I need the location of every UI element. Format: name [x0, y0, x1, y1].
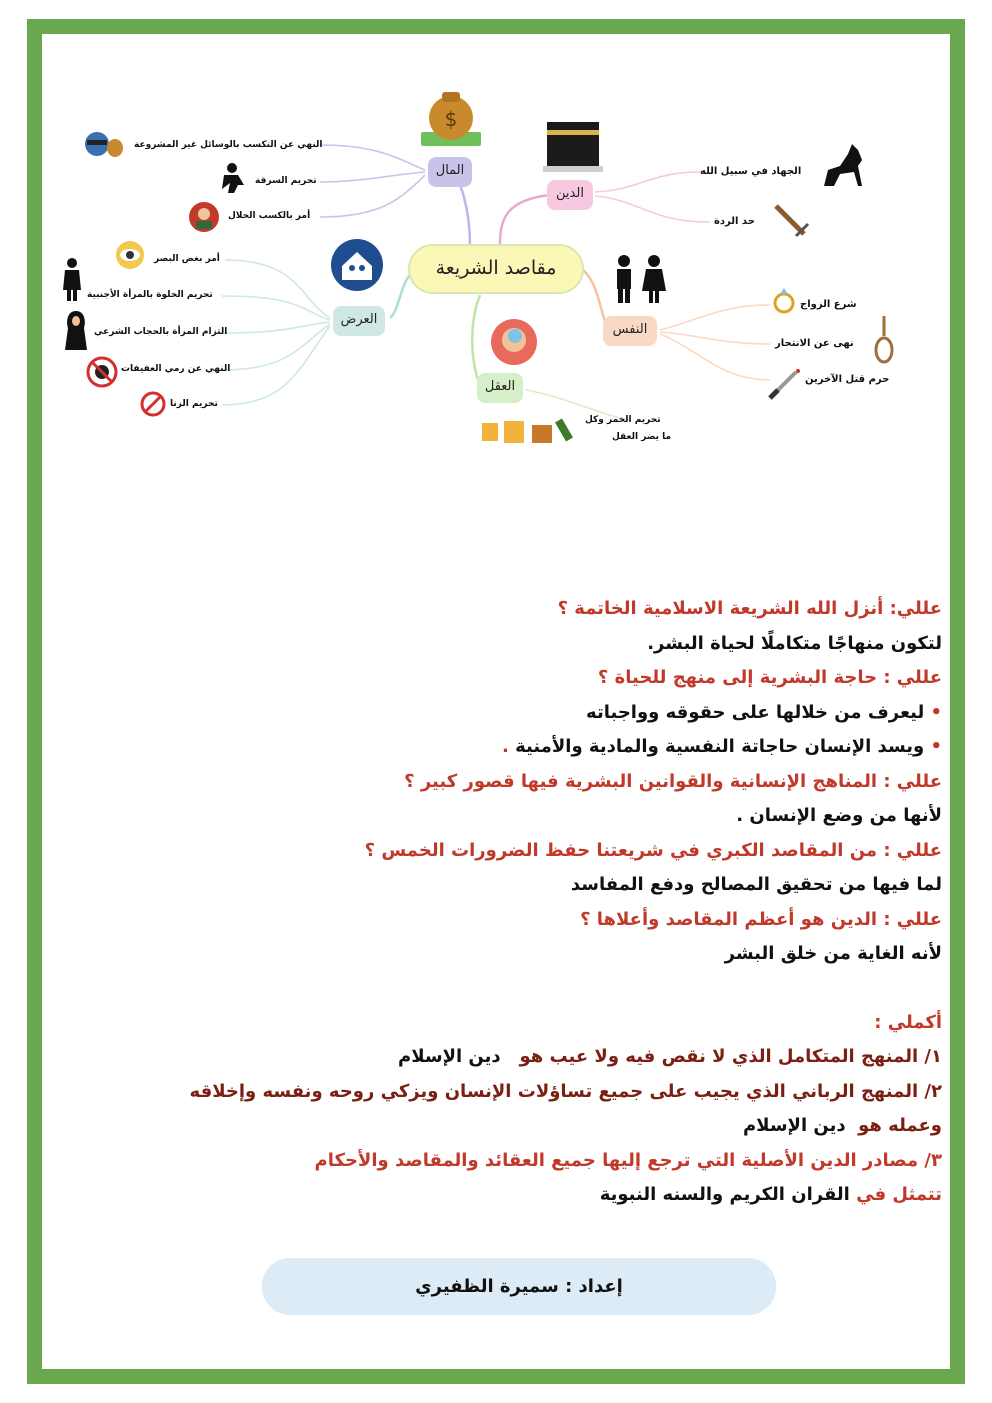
- mind-map: [0, 0, 992, 470]
- ring-icon: [772, 286, 796, 314]
- leaf-nafs-1: شرع الزواج: [800, 299, 857, 310]
- leaf-ird-2: تحريم الخلوة بالمرأة الأجنبية: [87, 290, 213, 300]
- complete-item-1-a: دين الإسلام: [398, 1046, 501, 1067]
- drinks-icon: [480, 415, 585, 445]
- family-home-icon: [330, 238, 384, 292]
- answer-5: لأنه الغاية من خلق البشر: [724, 943, 942, 964]
- author-footer: إعداد : سميرة الظفيري: [262, 1258, 776, 1315]
- worker-icon: [188, 201, 220, 233]
- money-bag-icon: [415, 88, 487, 150]
- answer-2-end: .: [502, 736, 509, 757]
- eye-icon: [114, 240, 146, 270]
- leaf-ird-3: التزام المرأة بالحجاب الشرعي: [94, 327, 228, 337]
- leaf-ird-5: تحريم الزنا: [170, 399, 218, 409]
- complete-item-3-q2: تتمثل في: [856, 1184, 942, 1205]
- center-node: مقاصد الشريعة: [408, 244, 584, 294]
- branch-nafs: النفس: [603, 316, 657, 346]
- question-4: عللي : من المقاصد الكبري في شريعتنا حفظ الضرورات الخمس ؟: [364, 839, 942, 861]
- prohibited-icon: [140, 391, 166, 417]
- question-3: عللي : المناهج الإنسانية والقوانين البشرية فيها قصور كبير ؟: [404, 770, 942, 792]
- branch-din: الدين: [547, 180, 593, 210]
- answer-3: لأنها من وضع الإنسان .: [736, 805, 942, 826]
- brain-head-icon: [490, 318, 538, 366]
- knife-icon: [766, 366, 802, 402]
- man-woman-icon: [608, 255, 670, 303]
- answer-2-item-1: [50, 696, 942, 731]
- no-gossip-icon: [86, 356, 118, 388]
- leaf-aql-2: ما يضر العقل: [612, 432, 672, 442]
- branch-ird: العرض: [333, 306, 385, 336]
- leaf-nafs-2: نهى عن الانتحار: [775, 338, 854, 349]
- leaf-din-2: حد الردة: [714, 216, 755, 227]
- complete-item-2-a: دين الإسلام: [742, 1115, 846, 1136]
- spacer: [50, 972, 942, 1006]
- leaf-ird-1: أمر بغض البصر: [154, 254, 220, 264]
- complete-item-2-q2: وعمله هو: [858, 1115, 942, 1136]
- complete-item-1: [50, 1040, 942, 1075]
- hijab-woman-icon: [65, 310, 87, 350]
- bullet-icon: •: [924, 701, 942, 723]
- answer-2-text-1: ليعرف من خلالها على حقوقه وواجباته: [586, 701, 925, 723]
- thief-mask-icon: [83, 128, 123, 160]
- questions-section: [50, 592, 942, 1213]
- complete-title: أكملي :: [874, 1011, 942, 1033]
- kaaba-icon: [543, 114, 603, 172]
- question-2: عللي : حاجة البشرية إلى منهج للحياة ؟: [597, 667, 942, 688]
- leaf-mal-2: تحريم السرقة: [255, 176, 317, 186]
- complete-item-2-q: ٢/ المنهج الرباني الذي يجيب على جميع تساؤلات الإنسان ويزكي روحه ونفسه وإخلاقه: [189, 1080, 942, 1102]
- leaf-ird-4: النهي عن رمي العفيفات: [121, 364, 231, 374]
- branch-mal: المال: [428, 157, 472, 187]
- sword-icon: [770, 200, 812, 242]
- leaf-nafs-3: حرم قتل الآخرين: [805, 374, 890, 385]
- leaf-mal-1: النهي عن التكسب بالوسائل غير المشروعة: [134, 140, 323, 150]
- complete-item-2-cont: [50, 1109, 942, 1144]
- horse-rider-icon: [818, 140, 872, 192]
- complete-item-3-a: القران الكريم والسنه النبوية: [599, 1184, 850, 1205]
- answer-1: لتكون منهاجًا متكاملًا لحياة البشر.: [647, 632, 942, 654]
- complete-item-1-q: ١/ المنهج المتكامل الذي لا نقص فيه ولا عيب هو: [519, 1046, 942, 1067]
- running-thief-icon: [214, 163, 248, 195]
- noose-icon: [872, 316, 896, 366]
- complete-item-3-q: ٣/ مصادر الدين الأصلية التي ترجع إليها جميع العقائد والمقاصد والأحكام: [314, 1149, 942, 1171]
- woman-figure-icon: [62, 258, 82, 302]
- leaf-din-1: الجهاد في سبيل الله: [700, 166, 802, 177]
- complete-item-3-cont: [50, 1178, 942, 1213]
- answer-2-text-2: ويسد الإنسان حاجاتة النفسية والمادية والأمنية: [515, 736, 925, 757]
- leaf-aql-1: تحريم الخمر وكل: [585, 415, 661, 425]
- branch-aql: العقل: [477, 373, 523, 403]
- leaf-mal-3: أمر بالكسب الحلال: [228, 211, 311, 221]
- question-5: عللي : الدين هو أعظم المقاصد وأعلاها ؟: [580, 908, 942, 930]
- answer-4: لما فيها من تحقيق المصالح ودفع المفاسد: [570, 874, 942, 895]
- bullet-icon: •: [924, 736, 942, 757]
- answer-2-item-2: [50, 730, 942, 765]
- svg-text:$: $: [444, 107, 458, 131]
- question-1: عللي: أنزل الله الشريعة الاسلامية الخاتمة ؟: [557, 598, 942, 619]
